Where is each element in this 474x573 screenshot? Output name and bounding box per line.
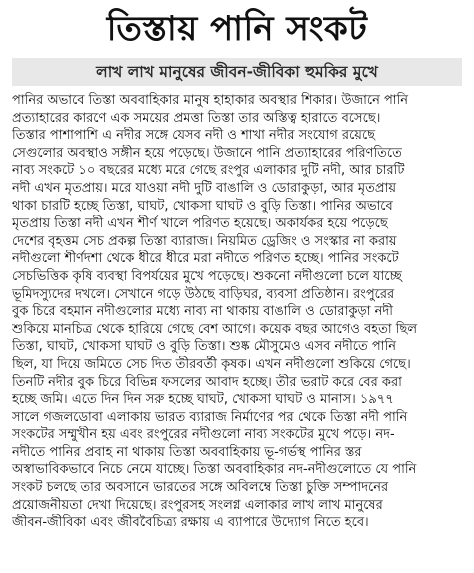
- body-line: সালে গজলডোবা এলাকায় ভারত ব্যারাজ নির্মাণের পর থেকে তিস্তা নদী পানি: [12, 409, 408, 425]
- body-line: শুকিয়ে মানচিত্র থেকে হারিয়ে গেছে বেশ আগে। কয়েক বছর আগেও বহতা ছিল: [12, 321, 418, 337]
- body-line: তিনটি নদীর বুক চিরে বিভিন্ন ফসলের আবাদ হচ্ছে। তীর ভরাট করে বের করা: [12, 374, 402, 390]
- body-line: নদীগুলো শীর্ণদশা থেকে ধীরে ধীরে মরা নদীতে পরিণত হচ্ছে। পানির সংকটে: [12, 251, 399, 267]
- body-line: নদী এখন মৃতপ্রায়। মরে যাওয়া নদী দুটি বাঙালি ও ডোরাকুড়া, আর মৃতপ্রায়: [12, 180, 397, 196]
- article-headline: তিস্তায় পানি সংকট: [106, 9, 368, 49]
- body-line: হচ্ছে জমি। এতে দিন দিন সরু হচ্ছে ঘাঘট, খোকসা ঘাঘট ও মানাস। ১৯৭৭: [12, 392, 394, 408]
- body-line: তিস্তার পাশাপাশি এ নদীর সঙ্গে যেসব নদী ও শাখা নদীর সংযোগ রয়েছে: [12, 128, 376, 144]
- body-line: মৃতপ্রায় তিস্তা নদী এখন শীর্ণ খালে পরিণত হয়েছে। অকার্যকর হয়ে পড়েছে: [12, 216, 388, 232]
- body-line: প্রয়োজনীয়তা দেখা দিয়েছে। রংপুরসহ সংলগ্ন এলাকার লাখ লাখ মানুষের: [12, 497, 383, 513]
- body-line: জীবন-জীবিকা এবং জীববৈচিত্র্য রক্ষায় এ ব্যাপারে উদ্যোগ নিতে হবে।: [12, 515, 369, 531]
- body-line: নাব্য সংকটে ১০ বছরের মধ্যে মরে গেছে রংপুর এলাকার দুটি নদী, আর চারটি: [12, 163, 405, 179]
- body-line: বুক চিরে বহমান নদীগুলোর মধ্যে নাব্য না থাকায় বাঙালি ও ডোরাকুড়া নদী: [12, 304, 393, 320]
- body-line: থাকা চারটি হচ্ছে তিস্তা, ঘাঘট, খোকসা ঘাঘট ও বুড়ি তিস্তা। পানির অভাবে: [12, 198, 393, 214]
- article-subheadline: লাখ লাখ মানুষের জীবন-জীবিকা হুমকির মুখে: [12, 58, 462, 86]
- body-line: অস্বাভাবিকভাবে নিচে নেমে যাচ্ছে। তিস্তা অববাহিকার নদ-নদীগুলোতে যে পানি: [12, 462, 417, 478]
- body-line: সেগুলোর অবস্থাও সঙ্গীন হয়ে পড়েছে। উজানে পানি প্রত্যাহারের পরিণতিতে: [12, 145, 402, 161]
- body-line: প্রত্যাহারের কারণে এক সময়ের প্রমত্তা তিস্তা তার অস্তিত্ব হারাতে বসেছে।: [12, 110, 381, 126]
- body-line: ভূমিদস্যুদের দখলে। সেখানে গড়ে উঠছে বাড়িঘর, ব্যবসা প্রতিষ্ঠান। রংপুরের: [12, 286, 395, 302]
- body-line: সংকট চলছে তার অবসানে ভারতের সঙ্গে অবিলম্বে তিস্তা চুক্তি সম্পাদনের: [12, 480, 389, 496]
- body-line: নদীতে পানির প্রবাহ না থাকায় তিস্তা অববাহিকায় ভূ-গর্ভস্থ পানির স্তর: [12, 444, 362, 460]
- body-line: তিস্তা, ঘাঘট, খোকসা ঘাঘট ও বুড়ি তিস্তা। শুষ্ক মৌসুমেও এসব নদীতে পানি: [12, 339, 396, 355]
- article-body: [12, 92, 462, 532]
- body-line: সংকটের সম্মুখীন হয় এবং রংপুরের নদীগুলো নাব্য সংকটের মুখে পড়ে। নদ-: [12, 427, 395, 443]
- body-line: সেচভিত্তিক কৃষি ব্যবস্থা বিপর্যয়ের মুখে পড়েছে। শুকনো নদীগুলো চলে যাচ্ছে: [12, 268, 402, 284]
- body-line: ছিল, যা দিয়ে জমিতে সেচ দিত তীরবর্তী কৃষক। এখন নদীগুলো শুকিয়ে গেছে।: [12, 356, 411, 372]
- body-line: দেশের বৃহত্তম সেচ প্রকল্প তিস্তা ব্যারাজ। নিয়মিত ড্রেজিং ও সংস্কার না করায়: [12, 233, 397, 249]
- body-line: পানির অভাবে তিস্তা অববাহিকার মানুষ হাহাকার অবস্থার শিকার। উজানে পানি: [12, 93, 409, 108]
